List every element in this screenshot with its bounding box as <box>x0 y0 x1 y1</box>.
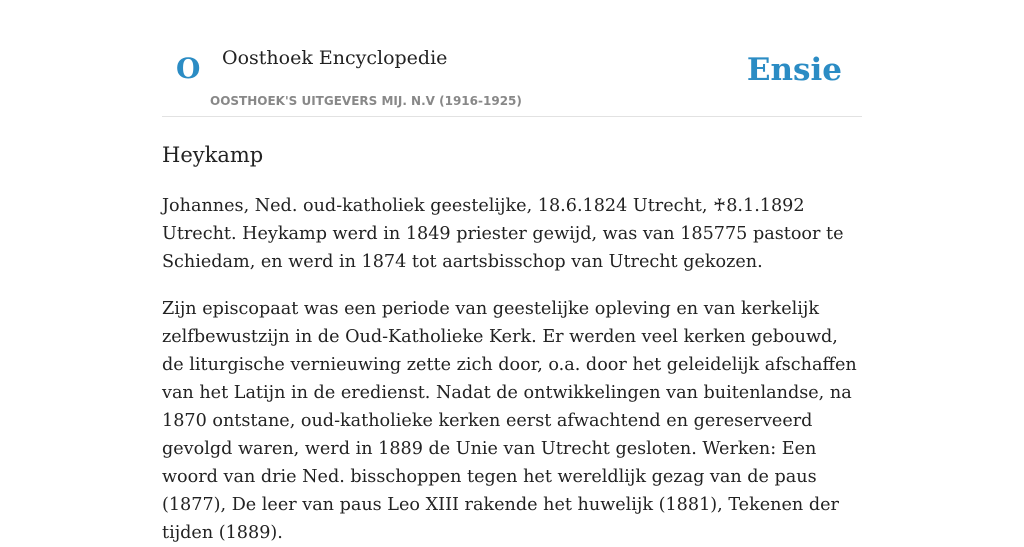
publisher-subtitle: OOSTHOEK'S UITGEVERS MIJ. N.V (1916-1925) <box>210 94 522 108</box>
site-header <box>162 0 862 117</box>
article <box>162 138 862 547</box>
entry-title: Heykamp <box>162 143 264 167</box>
site-title-link[interactable]: Oosthoek Encyclopedie <box>222 47 448 69</box>
article-paragraph: Johannes, Ned. oud-katholiek geestelijke, 18.6.1824 Utrecht, ♰8.1.1892 Utrecht. Heykamp werd in 1849 priester gewijd, was van 185775 pastoor te Schiedam, en werd in 1874 tot aartsbisschop van Utrecht gekozen. <box>162 196 844 272</box>
oosthoek-logo[interactable]: O <box>176 52 201 85</box>
ensie-logo-link[interactable]: Ensie <box>746 52 842 88</box>
article-paragraph: Zijn episcopaat was een periode van geestelijke opleving en van kerkelijk zelfbewustzijn in de Oud-Katholieke Kerk. Er werden veel kerken gebouwd, de liturgische vernieuwing zette zich door, o.a. door het geleidelijk afschaffen van het Latijn in de eredienst. Nadat de ontwikkelingen van buitenlandse, na 1870 ontstane, oud-katholieke kerken eerst afwachtend en gereserveerd gevolgd waren, werd in 1889 de Unie van Utrecht gesloten. Werken: Een woord van drie Ned. bisschoppen tegen het wereldlijk gezag van de paus (1877), De leer van paus Leo XIII rakende het huwelijk (1881), Tekenen der tijden (1889). <box>162 299 857 543</box>
